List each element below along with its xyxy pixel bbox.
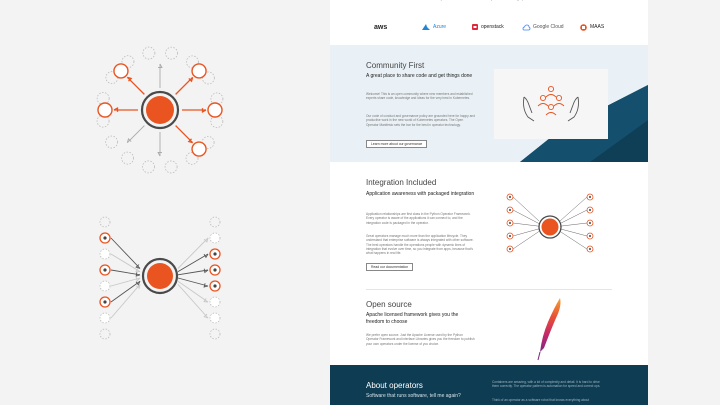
mini-node-dot — [509, 196, 511, 198]
about-text-1: Containers are amazing, with a lot of complexity and detail. It is hard to drive them correctly. The operator pattern is automation for speed and correct ops. — [492, 380, 601, 389]
maas-icon — [580, 24, 587, 31]
integration-node — [210, 233, 220, 243]
connected-node — [192, 64, 206, 78]
mini-node-dot — [589, 222, 591, 224]
open-source-section — [330, 292, 648, 365]
node-dot — [213, 268, 216, 271]
mini-connector — [560, 197, 587, 221]
apache-feather-icon — [530, 296, 570, 362]
integration-hub-core — [147, 263, 173, 289]
mini-node-dot — [509, 209, 511, 211]
connected-node — [192, 142, 206, 156]
connector-line — [178, 254, 208, 272]
mini-node-dot — [509, 248, 511, 250]
node-dot — [213, 284, 216, 287]
community-hub-core — [146, 96, 174, 124]
connector-line — [111, 284, 140, 318]
community-subtitle: A great place to share code and get things done — [366, 73, 473, 79]
integration-detail: Great operators manage much more than the application lifecycle. They understand that enterprise software is always integrated with other software. The best operators handle the operations people with dynamic lines of integration that evolve over time, so you integrate from apps, because that's what happens in real life. — [366, 234, 474, 256]
community-hub-diagram — [97, 47, 223, 173]
mini-connector — [513, 231, 539, 249]
aws-logo — [374, 16, 387, 38]
connected-node — [98, 103, 112, 117]
community-governance-text: Our code of conduct and governance policy are grounded here for happy and productive work in the new world of Kubernetes operators. The Open Operator Manifesto sets the bar for the best in operator technology. — [366, 114, 475, 127]
community-illustration-card — [494, 69, 608, 139]
connected-node — [208, 103, 222, 117]
integration-node — [210, 297, 220, 307]
mini-connector — [560, 223, 587, 226]
mini-connector — [513, 223, 539, 226]
mini-connector — [513, 210, 539, 224]
mini-connector — [560, 210, 587, 224]
integration-title: Integration Included — [366, 178, 437, 187]
mini-node-dot — [589, 196, 591, 198]
about-operators-section — [330, 365, 648, 405]
google-cloud-logo — [523, 16, 564, 38]
connector-line — [111, 238, 140, 268]
connector-line — [111, 254, 140, 272]
integration-hub-diagram — [100, 217, 220, 339]
connector-line — [178, 270, 208, 275]
dashed-node — [210, 217, 220, 227]
connector-line — [178, 281, 208, 302]
openstack-logo-label: openstack — [481, 24, 504, 30]
dashed-node — [100, 329, 110, 339]
azure-icon — [422, 24, 430, 30]
openstack-icon — [472, 24, 478, 30]
azure-logo-label: Azure — [433, 24, 447, 30]
section-divider — [366, 289, 612, 290]
open-source-title: Open source — [366, 300, 412, 309]
mini-connector — [560, 229, 587, 236]
mini-connector — [560, 231, 587, 249]
community-title: Community First — [366, 61, 425, 70]
integration-node — [100, 281, 110, 291]
mini-node-dot — [509, 235, 511, 237]
azure-logo — [422, 16, 446, 38]
connected-node — [114, 64, 128, 78]
mini-node-dot — [589, 235, 591, 237]
open-source-subtitle: Apache licensed framework gives you the freedom to choose — [366, 312, 459, 325]
governance-button[interactable]: Learn more about our governance — [366, 140, 427, 148]
dashed-node — [106, 136, 118, 148]
dashed-node — [122, 152, 134, 164]
integration-intro: Application relationships are first class in the Python Operator Framework. Every operator is aware of the applications it can connect to, and the integration code is packaged in the operator. — [366, 212, 471, 225]
documentation-button[interactable]: Read our documentation — [366, 263, 413, 271]
integration-subtitle: Application awareness with packaged integration — [366, 191, 475, 197]
connector-line — [111, 270, 140, 275]
about-subtitle: Software that runs software, tell me again? — [366, 393, 461, 399]
node-dot — [103, 300, 106, 303]
about-title: About operators — [366, 381, 423, 390]
cloud-logos-row — [330, 16, 648, 38]
people-in-hands-icon — [494, 69, 608, 139]
integration-node — [210, 313, 220, 323]
dashed-node — [143, 47, 155, 59]
arrow-head — [204, 254, 208, 257]
integration-node — [100, 313, 110, 323]
google-cloud-logo-label: Google Cloud — [533, 24, 564, 30]
integration-node — [100, 249, 110, 259]
aws-logo-label: aws — [374, 23, 388, 31]
community-intro: Welcome! This is an open community where new members and established experts share code, knowledge and ideas for the very best in Kubernetes. — [366, 92, 473, 101]
openstack-logo — [472, 16, 504, 38]
integration-section — [330, 162, 648, 292]
community-section — [330, 45, 648, 162]
dashed-node — [165, 161, 177, 173]
maas-logo — [580, 16, 604, 38]
mini-node-dot — [589, 248, 591, 250]
top-note — [426, 0, 537, 1]
operator-illustrations — [0, 0, 330, 405]
dashed-node — [100, 217, 110, 227]
dashed-node — [142, 161, 154, 173]
mini-connector — [513, 229, 539, 236]
mini-hub-core — [542, 219, 559, 236]
dashed-node — [166, 47, 178, 59]
mini-node-dot — [589, 209, 591, 211]
open-source-text: We prefer open source. Just the Apache License used by the Python Operator Framework and interface Libraries gives you the freedom to publish your own operators under the license of you choice. — [366, 333, 475, 346]
node-dot — [103, 268, 106, 271]
operator-framework-page — [330, 0, 648, 405]
connector-line — [178, 284, 208, 318]
node-dot — [213, 252, 216, 255]
dashed-node — [210, 329, 220, 339]
connector-line — [178, 238, 208, 268]
about-text-2: Think of an operator as a software robot that knows everything about — [492, 398, 590, 402]
node-dot — [103, 236, 106, 239]
mini-node-dot — [509, 222, 511, 224]
connector-line — [111, 281, 140, 302]
google-cloud-icon — [523, 25, 530, 30]
maas-logo-label: MAAS — [590, 24, 605, 30]
integration-mini-diagram — [500, 182, 600, 272]
mini-connector — [513, 197, 539, 221]
